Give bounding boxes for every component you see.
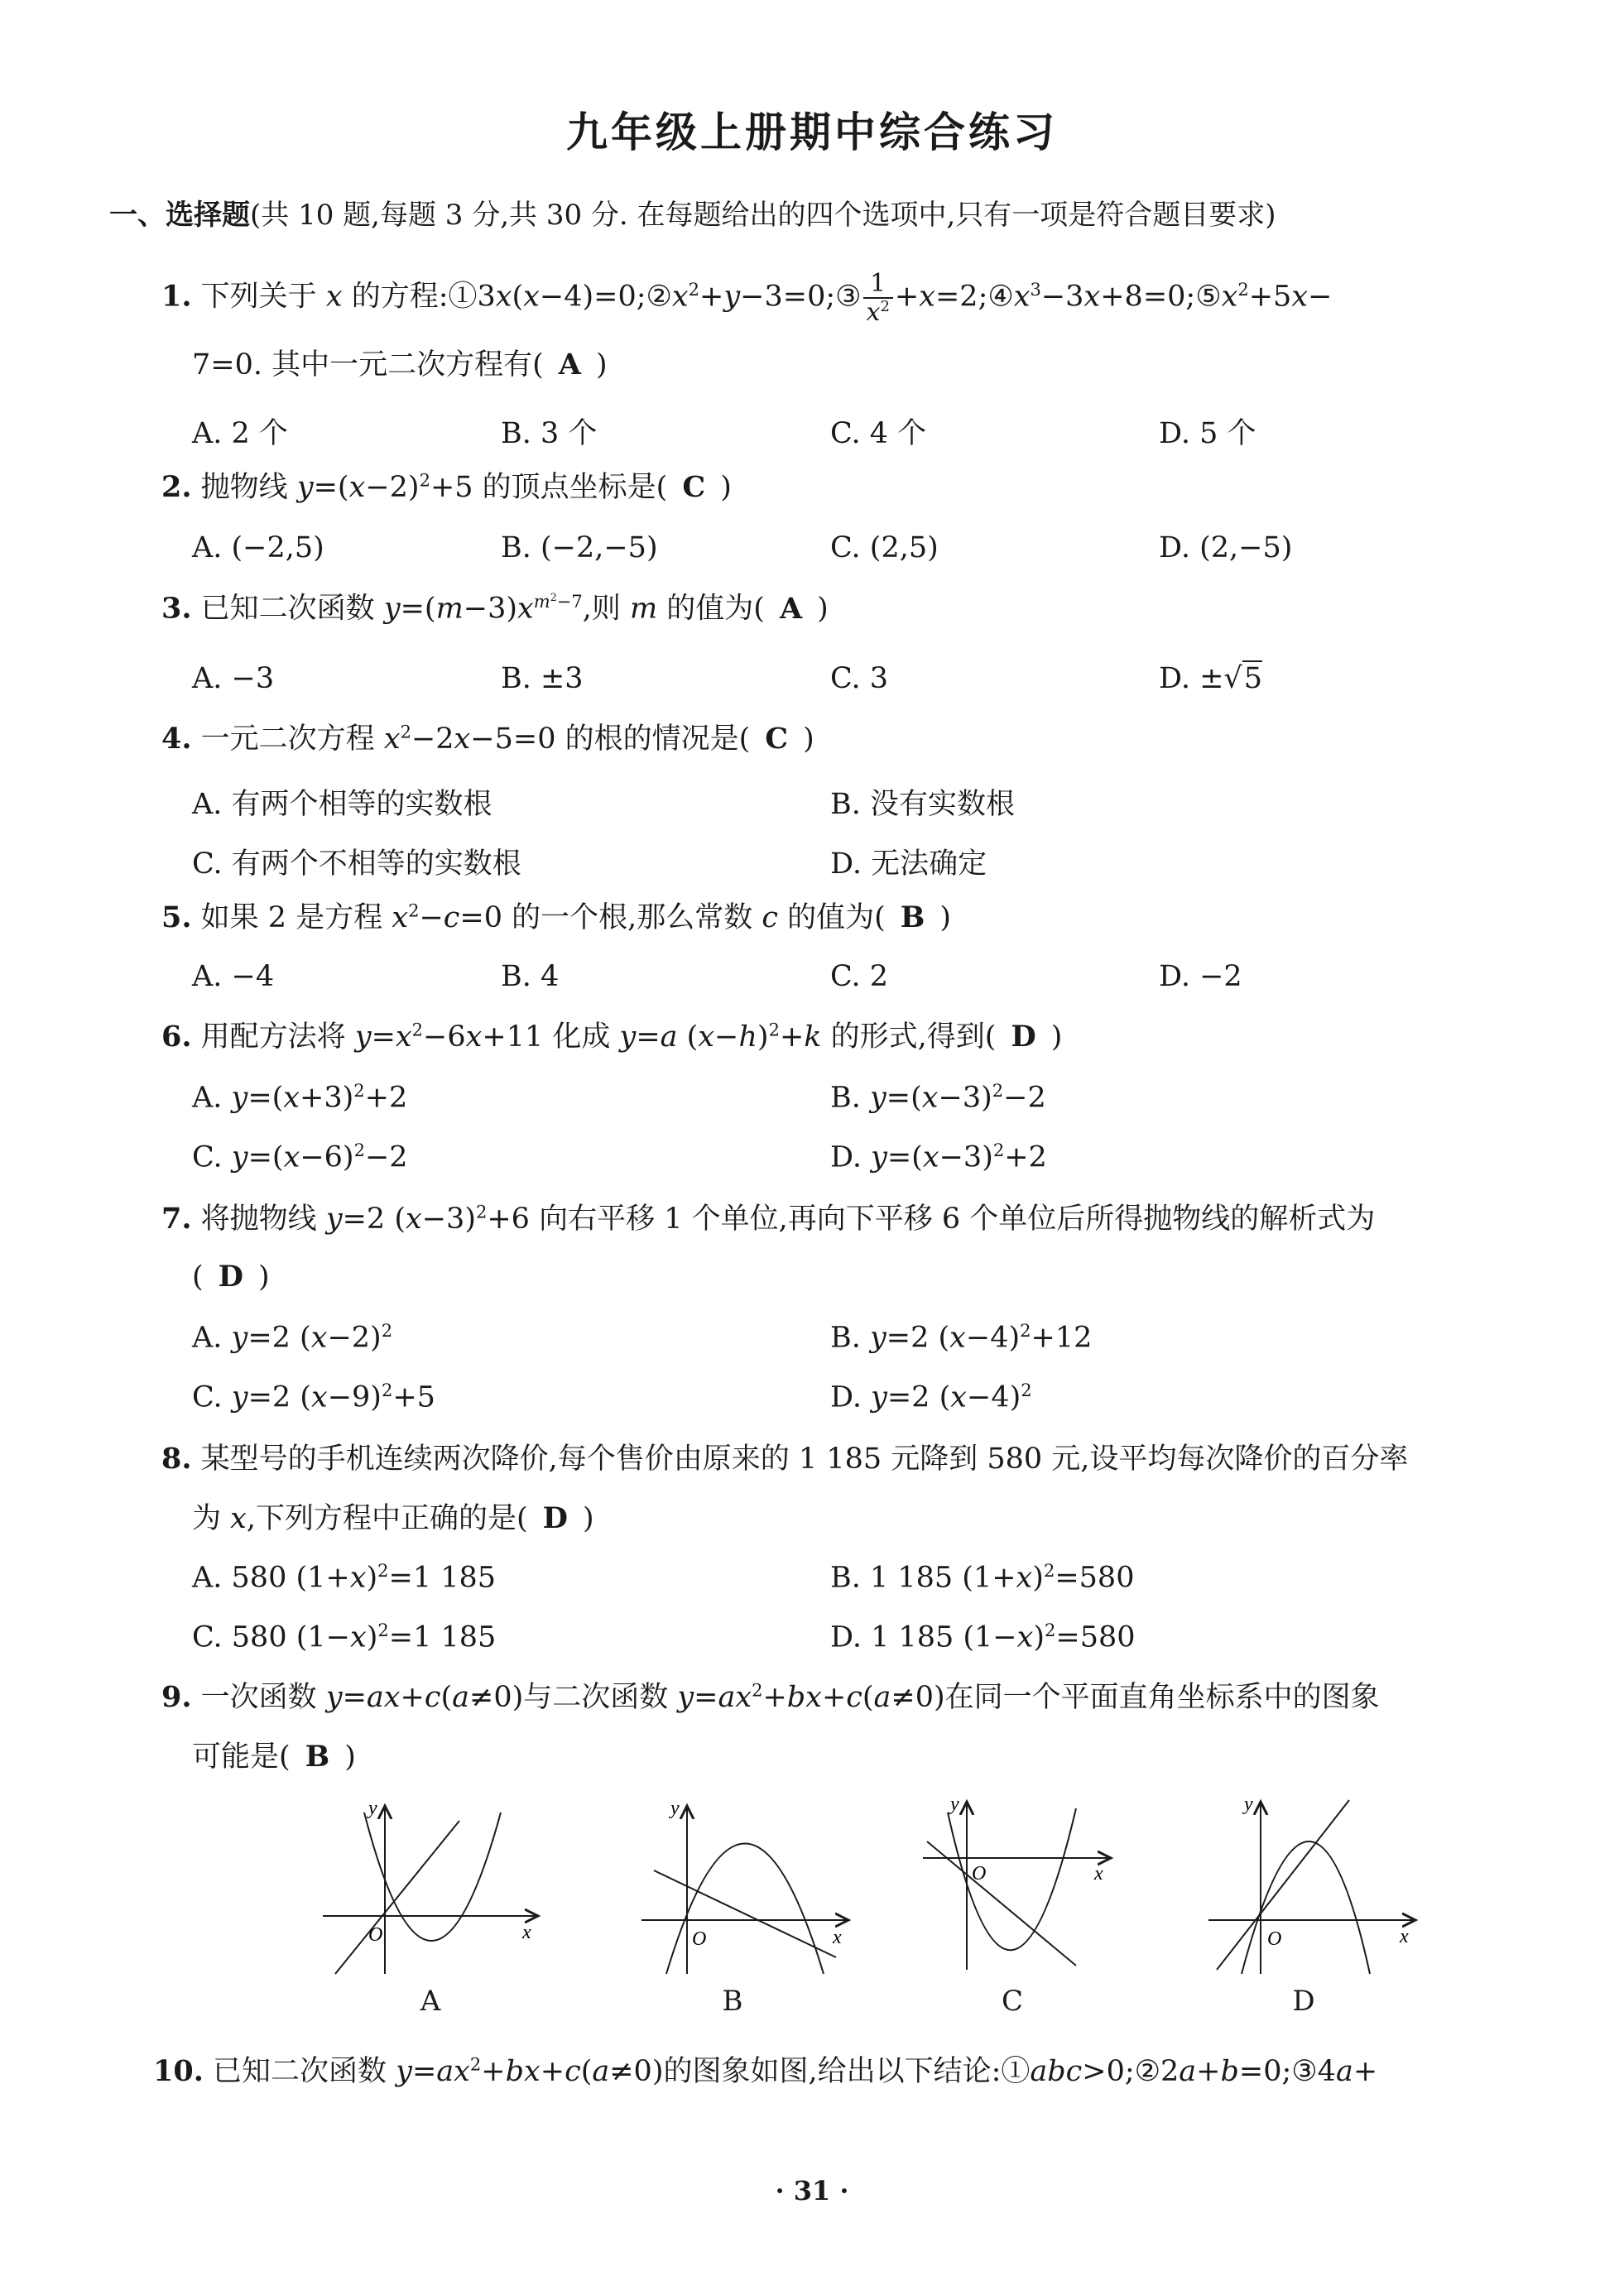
q1-option-c: C. 4 个 — [830, 417, 927, 450]
q10-number: 10. — [153, 2054, 204, 2088]
q9-number: 9. — [161, 1680, 192, 1714]
graph-label-a: A — [420, 1985, 441, 2018]
q6-answer: D — [1011, 1020, 1036, 1054]
q3-option-b: B. ±3 — [501, 662, 584, 695]
question-1-line2: 7=0. 其中一元二次方程有( A ) — [192, 348, 608, 382]
q9-answer: B — [305, 1740, 330, 1774]
y-axis-label: y — [950, 1793, 959, 1815]
y-axis-label: y — [368, 1798, 377, 1819]
parabola — [666, 1844, 824, 1975]
q6-option-d: D. $y=(x-3)^2+2$ — [830, 1140, 1047, 1174]
graph-label-d: D — [1292, 1985, 1315, 2018]
graph-a — [319, 1796, 542, 1978]
q4-option-d: D. 无法确定 — [830, 847, 987, 881]
q3-option-c: C. 3 — [830, 662, 889, 695]
y-axis-label: y — [1244, 1793, 1253, 1815]
y-axis-label: y — [670, 1798, 680, 1819]
graph-b — [637, 1796, 853, 1978]
q3-number: 3. — [161, 591, 192, 626]
q8-number: 8. — [161, 1442, 192, 1476]
q3-option-a: A. −3 — [192, 662, 275, 695]
x-axis-label: x — [522, 1922, 531, 1943]
q2-option-d: D. (2,−5) — [1159, 531, 1293, 564]
q1-number: 1. — [161, 279, 192, 314]
page-number: · 31 · — [775, 2175, 849, 2206]
section-label: 一、选择题 — [109, 199, 250, 232]
q8-option-c-label: C. 580 (1− — [192, 1620, 350, 1654]
q8-option-a-label: A. 580 (1+ — [192, 1561, 350, 1595]
x-axis-label: x — [833, 1927, 842, 1948]
question-8: 8. 某型号的手机连续两次降价,每个售价由原来的 1 185 元降到 580 元,设平均每次降价的百分率 — [161, 1442, 1409, 1476]
q7-option-c: C. y=2 $(x-9)^2+5$ — [192, 1380, 435, 1414]
q5-answer: B — [900, 900, 925, 934]
question-3: 3. 已知二次函数 $y=(m-3)x^{m^2-7}$,则 m 的值为( A ) — [161, 591, 829, 626]
q8-option-d: D. 1 185 $(1-x)^2=580$ — [830, 1620, 1136, 1654]
page-title: 九年级上册期中综合练习 — [566, 108, 1058, 156]
q2-option-c: C. (2,5) — [830, 531, 939, 564]
section-note: (共 10 题,每题 3 分,共 30 分. 在每题给出的四个选项中,只有一项是符合题目要求) — [250, 199, 1276, 232]
q3-option-d: D. ±√5 — [1159, 662, 1262, 695]
q7-answer: D — [218, 1260, 244, 1294]
q6-number: 6. — [161, 1020, 192, 1054]
q3-option-d-label: D. ± — [1159, 662, 1224, 695]
q4-option-c: C. 有两个不相等的实数根 — [192, 847, 521, 881]
q1-answer: A — [558, 348, 581, 382]
q8-option-b-label: B. 1 185 (1+ — [830, 1561, 1016, 1595]
q5-option-d: D. −2 — [1159, 960, 1242, 993]
q7-option-b: B. y=2 $(x-4)^2+12$ — [830, 1321, 1093, 1355]
graph-c — [919, 1792, 1117, 1974]
q5-number: 5. — [161, 900, 192, 934]
q8-answer: D — [542, 1501, 569, 1535]
q8-option-c: C. 580 $(1-x)^2=1$ 185 — [192, 1620, 497, 1654]
origin-label: O — [972, 1863, 987, 1884]
x-axis-label: x — [1094, 1863, 1103, 1884]
q6-option-a: A. $y=(x+3)^2+2$ — [192, 1081, 408, 1115]
question-8-line2: 为 x,下列方程中正确的是( D ) — [192, 1501, 594, 1535]
question-4: 4. 一元二次方程 $x^2-2x-5=0$ 的根的情况是( C ) — [161, 722, 814, 756]
straight-line — [1217, 1800, 1349, 1970]
question-5: 5. 如果 2 是方程 $x^2-c=0$ 的一个根,那么常数 c 的值为( B ) — [161, 900, 952, 934]
question-1: 1. 下列关于 x 的方程$:①3x(x-4)=0;②x^2+y-3=0;③$ $\frac{1}{x^2}$ $+x=2;④x^3-3x+8=0;⑤x^2+5x-$ — [161, 269, 1333, 327]
x-axis-label: x — [1400, 1926, 1409, 1947]
straight-line — [335, 1821, 459, 1974]
q2-option-b: B. (−2,−5) — [501, 531, 658, 564]
q1-option-d: D. 5 个 — [1159, 417, 1256, 450]
q1-option-b: B. 3 个 — [501, 417, 598, 450]
q5-option-b: B. 4 — [501, 960, 560, 993]
q3-answer: A — [779, 591, 803, 626]
question-9-line2: 可能是( B ) — [192, 1740, 356, 1774]
q7-number: 7. — [161, 1202, 192, 1236]
q2-answer: C — [682, 470, 706, 504]
q8-option-b: B. 1 185 $(1+x)^2=580$ — [830, 1561, 1135, 1595]
q4-option-a: A. 有两个相等的实数根 — [192, 788, 492, 821]
origin-label: O — [692, 1928, 707, 1950]
graph-label-c: C — [1001, 1985, 1023, 2018]
question-6: 6. 用配方法将 $y=x^2-6x+11$ 化成 y=a $(x-h)^2+k$ 的形式,得到( D ) — [161, 1020, 1063, 1054]
q4-number: 4. — [161, 722, 192, 756]
graph-label-b: B — [722, 1985, 743, 2018]
q6-option-b: B. $y=(x-3)^2-2$ — [830, 1081, 1046, 1115]
section-heading — [109, 192, 1276, 233]
q5-option-a: A. −4 — [192, 960, 275, 993]
question-10: 10. 已知二次函数 $y=ax^2+bx+c(a\ne 0)$的图象如图,给出以下结论:①abc>0;②2a+b=0;③4a+ — [153, 2054, 1378, 2088]
q4-answer: C — [765, 722, 789, 756]
question-7: 7. 将抛物线 y=2 $(x-3)^2+6$ 向右平移 1 个单位,再向下平移 6 个单位后所得抛物线的解析式为 — [161, 1202, 1376, 1236]
q6-option-c: C. $y=(x-6)^2-2$ — [192, 1140, 408, 1174]
q2-number: 2. — [161, 470, 192, 504]
q7-option-d: D. y=2 $(x-4)^2$ — [830, 1380, 1032, 1414]
straight-line — [654, 1870, 836, 1957]
question-9: 9. 一次函数 y=ax+c(a≠0)与二次函数 $y=ax^2+bx+c(a\ne 0)$在同一个平面直角坐标系中的图象 — [161, 1680, 1380, 1714]
question-2: 2. 抛物线 $y=(x-2)^2+5$ 的顶点坐标是( C ) — [161, 470, 732, 504]
q1-option-a: A. 2 个 — [192, 417, 288, 450]
question-7-line2: ( D ) — [192, 1260, 270, 1294]
q7-option-a: A. y=2 $(x-2)^2$ — [192, 1321, 393, 1355]
origin-label: O — [368, 1924, 383, 1946]
q8-option-a: A. 580 $(1+x)^2=1$ 185 — [192, 1561, 497, 1595]
q4-option-b: B. 没有实数根 — [830, 788, 1015, 821]
origin-label: O — [1267, 1928, 1282, 1950]
q2-option-a: A. (−2,5) — [192, 531, 324, 564]
q8-option-d-label: D. 1 185 (1− — [830, 1620, 1017, 1654]
fraction: $\frac{1}{x^2}$ — [863, 270, 893, 326]
graph-d — [1204, 1792, 1420, 1978]
q5-option-c: C. 2 — [830, 960, 889, 993]
